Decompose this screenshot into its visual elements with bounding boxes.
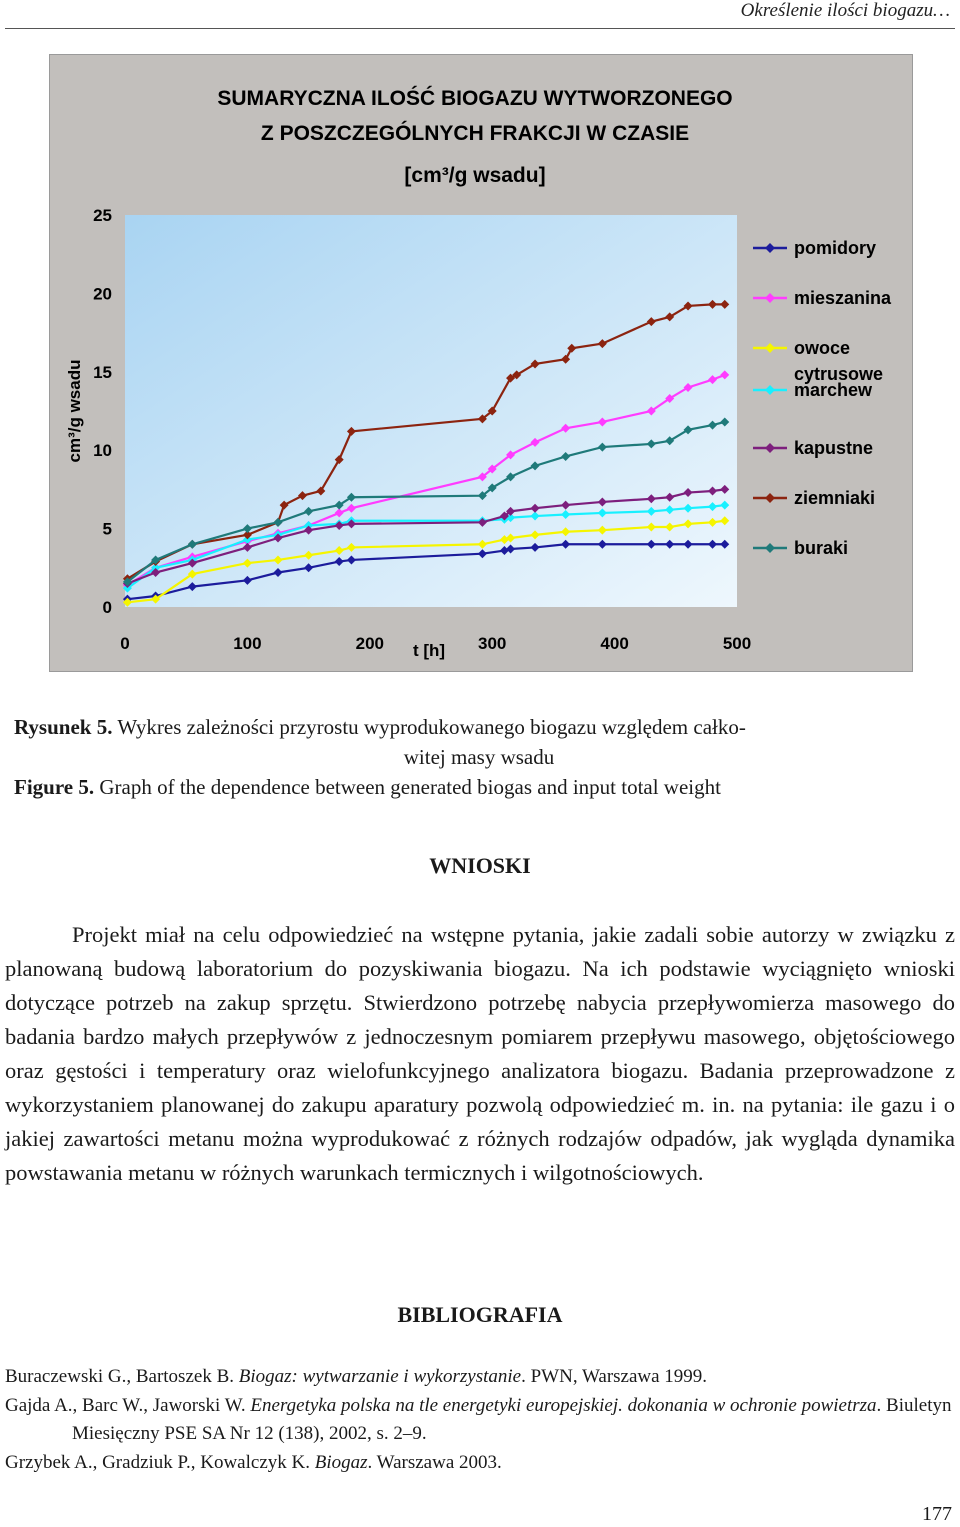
x-tick-label: 0: [120, 634, 130, 653]
y-tick-label: 10: [93, 441, 112, 461]
y-tick-label: 0: [102, 598, 112, 617]
caption-en-label: Figure 5.: [14, 775, 95, 799]
bibliography-entry: [5, 1449, 955, 1478]
x-axis-label: t [h]: [412, 641, 446, 660]
entry-rest: . PWN, Warszawa 1999.: [521, 1366, 708, 1387]
figure-caption-pl: [14, 712, 944, 772]
legend-label: kapustne: [794, 438, 874, 458]
bibliography-list: [5, 1363, 955, 1477]
x-tick-label: 100: [233, 634, 262, 653]
y-axis-label: cm³/g wsadu: [65, 359, 84, 463]
chart-title-line-1: SUMARYCZNA ILOŚĆ BIOGAZU WYTWORZONEGO: [217, 87, 733, 110]
chart-svg: [50, 55, 912, 671]
conclusions-body: [5, 918, 955, 1190]
entry-authors: Buraczewski G., Bartoszek B.: [5, 1366, 234, 1387]
legend-label: owoce cytrusowe: [794, 338, 884, 384]
legend-swatch-marker: [765, 293, 775, 303]
legend-label: mieszanina: [794, 288, 892, 308]
header-rule: [5, 28, 955, 29]
legend-label: buraki: [794, 538, 849, 558]
bibliography-entry: [5, 1363, 955, 1392]
legend-swatch-marker: [765, 443, 775, 453]
legend-swatch-marker: [765, 493, 775, 503]
entry-authors: Grzybek A., Gradziuk P., Kowalczyk K.: [5, 1451, 310, 1473]
legend-swatch-marker: [765, 243, 775, 253]
biogas-chart: [49, 54, 913, 672]
legend-swatch-marker: [765, 543, 775, 553]
entry-title: Energetyka polska na tle energetyki europejskiej. dokonania w ochronie powietrza: [250, 1394, 877, 1416]
plot-area: [125, 215, 737, 607]
caption-pl-text-1: Wykres zależności przyrostu wyprodukowanego biogazu względem całko-: [117, 715, 746, 739]
conclusions-paragraph: Projekt miał na celu odpowiedzieć na wstępne pytania, jakie zadali sobie autorzy w związku z planowaną budową laboratorium do pozyskiwania biogazu. Na ich podstawie wyciągnięto wnioski dotyczące potrzeb na zakup sprzętu. Stwierdzono potrzebę nabycia przepływomierza masowego do badania bardzo małych przepływów z jednoczesnym pomiarem przepływu masowego, objętościowego oraz gęstości i temperatury oraz wielofunkcyjnego analizatora biogazu. Badania przeprowadzone z wykorzystaniem planowanej do zakupu aparatury pozwolą odpowiedzieć m. in. na pytania: ile gazu i o jakiej zawartości metanu można wyprodukować z różnych rodzajów odpadów, jak wygląda dynamika powstawania metanu w różnych warunkach termicznych i wilgotnościowych.: [5, 922, 955, 1185]
caption-pl-label: Rysunek 5.: [14, 715, 113, 739]
chart-title-line-2: Z POSZCZEGÓLNYCH FRAKCJI W CZASIE: [260, 122, 690, 145]
caption-en-text: Graph of the dependence between generated biogas and input total weight: [99, 775, 721, 799]
x-tick-label: 200: [355, 634, 384, 653]
bibliography-entry: [5, 1392, 955, 1449]
figure-caption-en: [14, 772, 944, 802]
x-tick-label: 500: [722, 634, 752, 653]
bibliography-heading: BIBLIOGRAFIA: [397, 1302, 563, 1327]
running-header: Określenie ilości biogazu…: [740, 0, 950, 21]
chart-unit-label: [cm³/g wsadu]: [404, 164, 546, 187]
entry-title: Biogaz: wytwarzanie i wykorzystanie: [238, 1366, 522, 1387]
legend-label: pomidory: [794, 238, 877, 258]
conclusions-heading: WNIOSKI: [429, 853, 531, 878]
legend-swatch-marker: [765, 343, 775, 353]
caption-pl-text-2: witej masy wsadu: [403, 745, 555, 769]
legend-label: marchew: [794, 380, 873, 400]
page-number: 177: [922, 1503, 952, 1525]
y-tick-label: 15: [93, 362, 112, 382]
legend-swatch-marker: [765, 385, 775, 395]
entry-rest: . Warszawa 2003.: [367, 1451, 502, 1473]
entry-authors: Gajda A., Barc W., Jaworski W.: [5, 1394, 246, 1416]
entry-title: Biogaz: [314, 1451, 368, 1473]
y-tick-label: 25: [93, 206, 112, 225]
x-tick-label: 300: [478, 634, 507, 653]
legend-label: ziemniaki: [794, 488, 876, 508]
entry-rest: . Biuletyn Miesięczny PSE SA Nr 12 (138), 2002, s. 2–9.: [72, 1394, 952, 1444]
y-tick-label: 5: [102, 519, 112, 539]
x-tick-label: 400: [600, 634, 629, 653]
y-tick-label: 20: [93, 284, 112, 304]
